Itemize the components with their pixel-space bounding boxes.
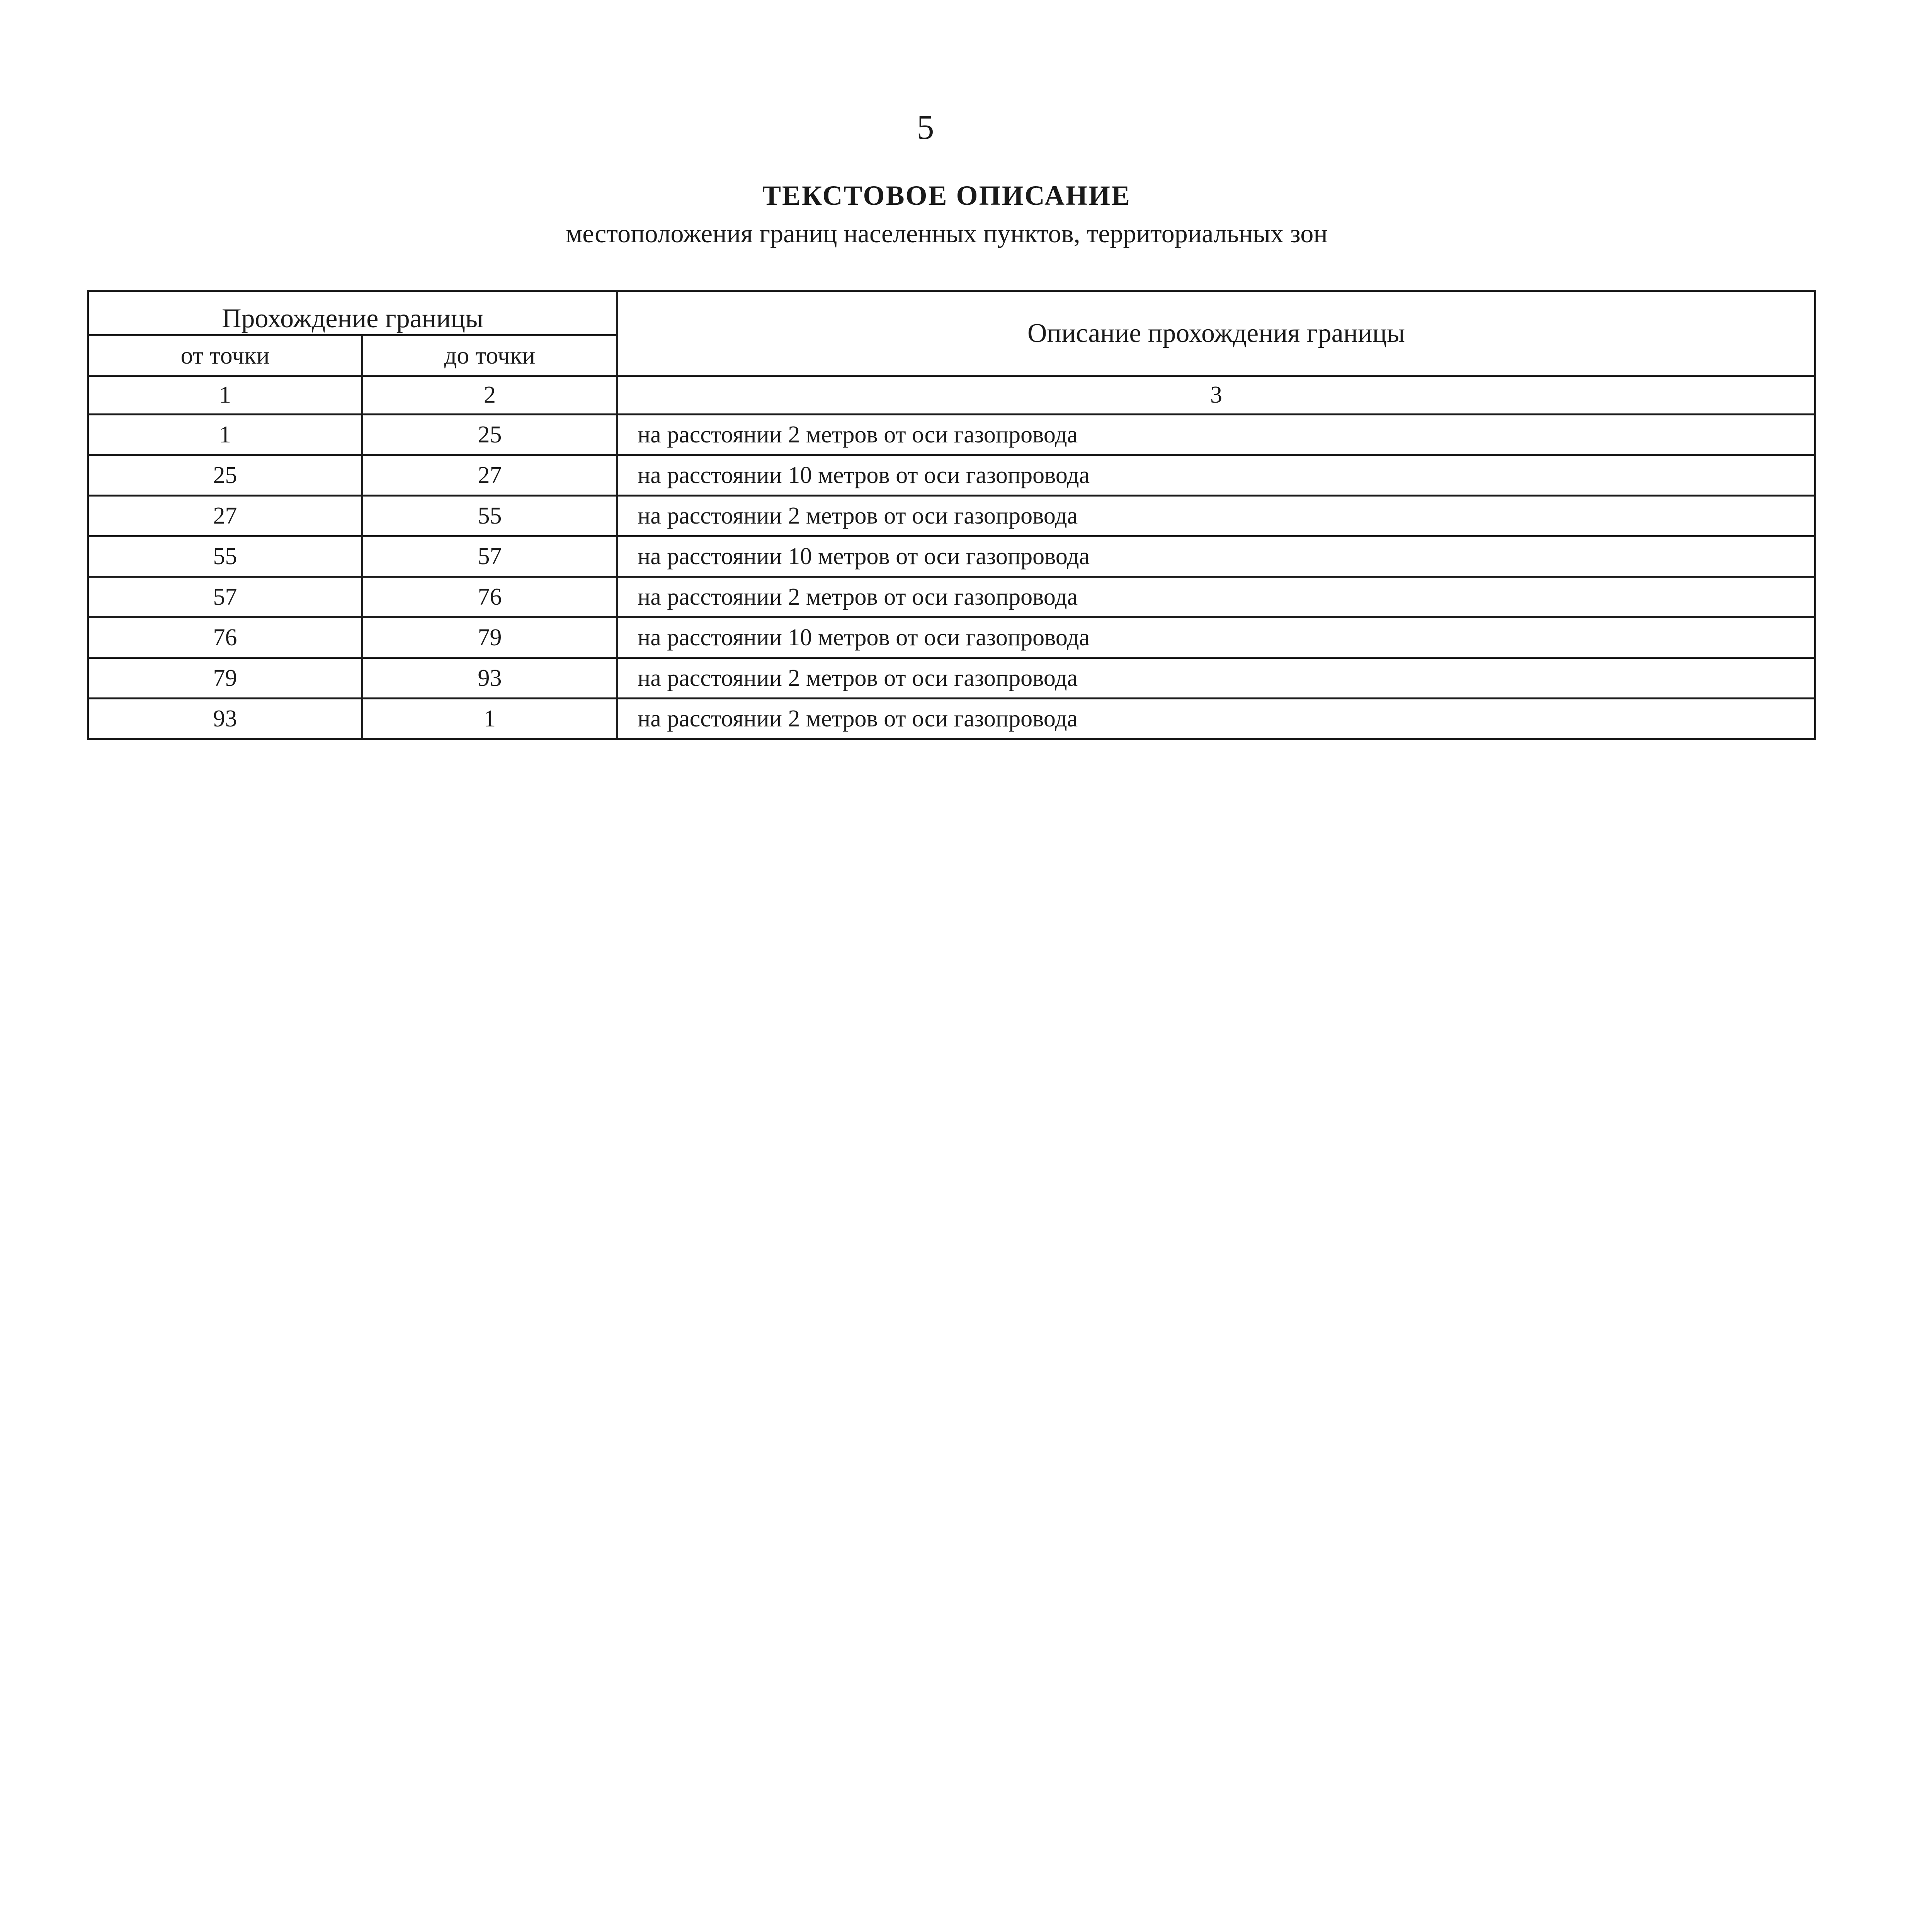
to-point-cell: 76 bbox=[362, 577, 617, 617]
to-point-cell: 93 bbox=[362, 658, 617, 699]
description-cell: на расстоянии 10 метров от оси газопровода bbox=[617, 455, 1815, 496]
to-point-cell: 57 bbox=[362, 536, 617, 577]
table-row bbox=[88, 658, 1815, 699]
column-number: 2 bbox=[362, 376, 617, 415]
to-point-cell: 79 bbox=[362, 617, 617, 658]
table-row bbox=[88, 455, 1815, 496]
column-number-row bbox=[88, 376, 1815, 415]
from-point-cell: 93 bbox=[88, 699, 362, 739]
from-point-cell: 27 bbox=[88, 496, 362, 536]
from-point-header: от точки bbox=[88, 335, 362, 376]
description-cell: на расстоянии 2 метров от оси газопровода bbox=[617, 577, 1815, 617]
page-number: 5 bbox=[917, 108, 934, 146]
from-point-cell: 57 bbox=[88, 577, 362, 617]
table-row bbox=[88, 496, 1815, 536]
column-number: 1 bbox=[88, 376, 362, 415]
boundary-passage-header: Прохождение границы bbox=[88, 291, 617, 335]
table-row bbox=[88, 577, 1815, 617]
table-row bbox=[88, 617, 1815, 658]
from-point-cell: 55 bbox=[88, 536, 362, 577]
from-point-cell: 79 bbox=[88, 658, 362, 699]
boundary-description-table bbox=[87, 290, 1816, 740]
description-cell: на расстоянии 2 метров от оси газопровода bbox=[617, 496, 1815, 536]
document-title: ТЕКСТОВОЕ ОПИСАНИЕ bbox=[762, 180, 1131, 211]
table-row bbox=[88, 536, 1815, 577]
description-cell: на расстоянии 2 метров от оси газопровода bbox=[617, 658, 1815, 699]
description-cell: на расстоянии 2 метров от оси газопровода bbox=[617, 415, 1815, 455]
to-point-cell: 55 bbox=[362, 496, 617, 536]
description-cell: на расстоянии 2 метров от оси газопровода bbox=[617, 699, 1815, 739]
to-point-cell: 27 bbox=[362, 455, 617, 496]
column-number: 3 bbox=[617, 376, 1815, 415]
table-row bbox=[88, 699, 1815, 739]
from-point-cell: 25 bbox=[88, 455, 362, 496]
description-cell: на расстоянии 10 метров от оси газопровода bbox=[617, 617, 1815, 658]
to-point-cell: 1 bbox=[362, 699, 617, 739]
from-point-cell: 1 bbox=[88, 415, 362, 455]
table-header-row bbox=[88, 291, 1815, 335]
document-subtitle: местоположения границ населенных пунктов, территориальных зон bbox=[566, 219, 1328, 248]
description-header: Описание прохождения границы bbox=[617, 291, 1815, 376]
to-point-header: до точки bbox=[362, 335, 617, 376]
to-point-cell: 25 bbox=[362, 415, 617, 455]
table-row bbox=[88, 415, 1815, 455]
from-point-cell: 76 bbox=[88, 617, 362, 658]
description-cell: на расстоянии 10 метров от оси газопровода bbox=[617, 536, 1815, 577]
